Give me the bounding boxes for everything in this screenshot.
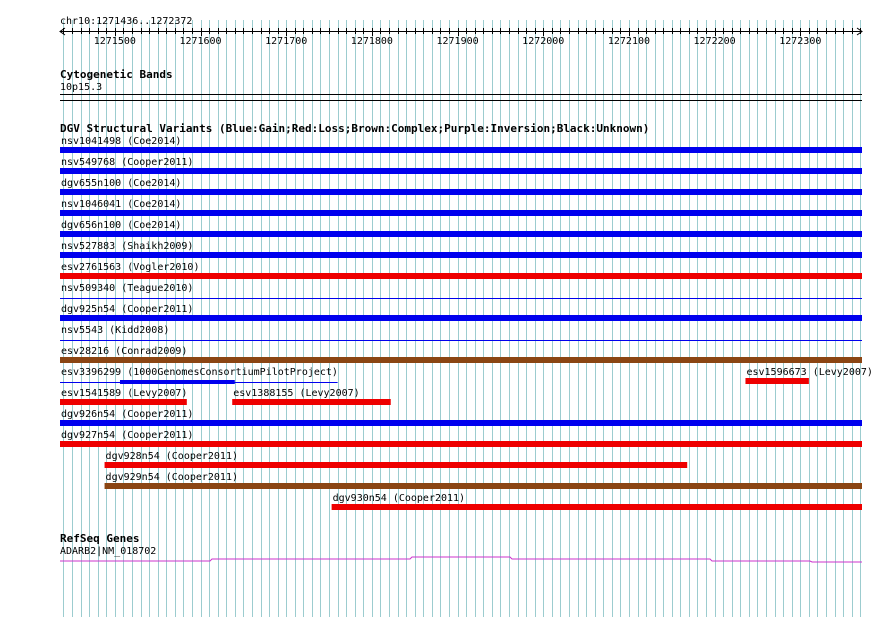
variant-label[interactable]: dgv928n54 (Cooper2011): [105, 451, 239, 462]
ruler-tick-label: 1272000: [522, 36, 565, 47]
variant-label[interactable]: dgv927n54 (Cooper2011): [61, 430, 194, 441]
variant-bar[interactable]: [60, 357, 862, 363]
ruler-tick-label: 1271700: [265, 36, 308, 47]
variant-bar[interactable]: [105, 483, 862, 489]
gene-model-line[interactable]: [60, 557, 862, 562]
variant-bar[interactable]: [60, 189, 862, 195]
variant-feature[interactable]: [60, 388, 187, 405]
variant-feature[interactable]: [105, 451, 688, 468]
variant-label[interactable]: dgv929n54 (Cooper2011): [105, 472, 239, 483]
variant-bar[interactable]: [60, 147, 862, 153]
variant-label[interactable]: dgv925n54 (Cooper2011): [61, 304, 194, 315]
cytoband-label: 10p15.3: [60, 82, 103, 93]
variant-feature[interactable]: [60, 325, 862, 341]
refseq-track-title: RefSeq Genes: [60, 532, 140, 545]
ruler-tick-label: 1271500: [93, 36, 136, 47]
variant-label[interactable]: nsv549768 (Cooper2011): [61, 157, 194, 168]
variant-feature[interactable]: [60, 304, 862, 321]
variant-label[interactable]: esv1541589 (Levy2007): [61, 388, 188, 399]
variant-label[interactable]: esv3396299 (1000GenomesConsortiumPilotProject): [61, 367, 338, 378]
variant-line[interactable]: [60, 340, 862, 341]
variant-feature[interactable]: [60, 157, 862, 174]
variant-label[interactable]: dgv930n54 (Cooper2011): [332, 493, 466, 504]
variant-label[interactable]: dgv655n100 (Coe2014): [61, 178, 182, 189]
variant-bar[interactable]: [60, 399, 187, 405]
variant-bar[interactable]: [60, 441, 862, 447]
variant-feature[interactable]: [232, 388, 391, 405]
ruler-tick-label: 1272300: [779, 36, 822, 47]
gene-label: ADARB2|NM_018702: [60, 546, 157, 557]
variant-bar[interactable]: [60, 231, 862, 237]
cytoband-track-title: Cytogenetic Bands: [60, 68, 173, 81]
variant-bar[interactable]: [332, 504, 862, 510]
variant-feature[interactable]: [60, 430, 862, 447]
variant-line[interactable]: [60, 298, 862, 299]
ruler: [60, 28, 862, 47]
variant-feature[interactable]: [60, 220, 862, 237]
dgv-track-title: DGV Structural Variants (Blue:Gain;Red:Loss;Brown:Complex;Purple:Inversion;Black:Unknown): [60, 122, 650, 135]
variant-bar[interactable]: [745, 378, 808, 384]
variant-bar[interactable]: [60, 210, 862, 216]
variant-feature[interactable]: [60, 262, 862, 279]
variant-feature[interactable]: [60, 178, 862, 195]
variant-feature[interactable]: [60, 409, 862, 426]
variant-label[interactable]: dgv926n54 (Cooper2011): [61, 409, 194, 420]
variant-bar[interactable]: [105, 462, 688, 468]
variant-label[interactable]: esv28216 (Conrad2009): [61, 346, 188, 357]
variant-label[interactable]: nsv527883 (Shaikh2009): [61, 241, 194, 252]
variant-label[interactable]: dgv656n100 (Coe2014): [61, 220, 182, 231]
variant-block[interactable]: [120, 380, 235, 384]
variant-bar[interactable]: [60, 315, 862, 321]
variant-feature[interactable]: [60, 136, 862, 153]
variant-feature[interactable]: [60, 346, 862, 363]
variant-bar[interactable]: [232, 399, 391, 405]
variant-label[interactable]: esv1388155 (Levy2007): [233, 388, 360, 399]
ruler-tick-label: 1271800: [350, 36, 393, 47]
variant-bar[interactable]: [60, 168, 862, 174]
variant-label[interactable]: nsv5543 (Kidd2008): [61, 325, 170, 336]
variant-feature[interactable]: [60, 241, 862, 258]
variant-feature[interactable]: [60, 367, 338, 384]
variant-bar[interactable]: [60, 420, 862, 426]
ruler-tick-label: 1272100: [607, 36, 651, 47]
variant-label[interactable]: nsv509340 (Teague2010): [61, 283, 194, 294]
coordinate-label: chr10:1271436..1272372: [60, 16, 193, 27]
ruler-tick-label: 1272200: [693, 36, 736, 47]
variant-label[interactable]: esv1596673 (Levy2007): [746, 367, 873, 378]
ruler-tick-label: 1271600: [179, 36, 222, 47]
variant-bar[interactable]: [60, 273, 862, 279]
variant-feature[interactable]: [60, 199, 862, 216]
variant-feature[interactable]: [60, 283, 862, 299]
variant-label[interactable]: nsv1046041 (Coe2014): [61, 199, 182, 210]
variant-label[interactable]: nsv1041498 (Coe2014): [61, 136, 182, 147]
variant-label[interactable]: esv2761563 (Vogler2010): [61, 262, 200, 273]
variant-feature[interactable]: [332, 493, 862, 510]
ruler-tick-label: 1271900: [436, 36, 479, 47]
variant-bar[interactable]: [60, 252, 862, 258]
